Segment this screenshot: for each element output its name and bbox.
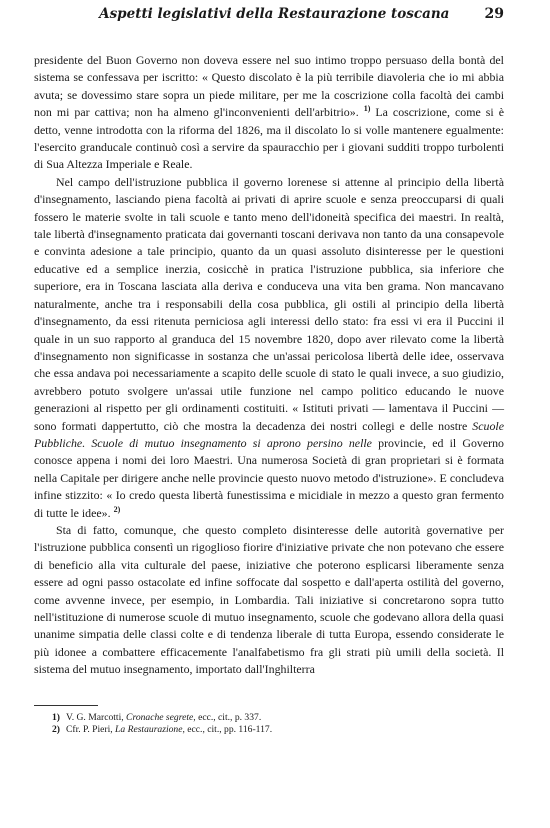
text-run: La coscrizione, come si è detto, venne introdotta con la riforma del 1826, ma il discolato lo si volle mantenere egualmente: l'esercito granducale continuò così a servire da spauracchio per i giovani sudditi troppo turbolenti di Sua Altezza Imperiale e Reale. xyxy=(34,105,505,172)
footnote xyxy=(52,712,504,725)
paragraph xyxy=(34,52,504,174)
paragraph xyxy=(34,174,504,522)
text-run: presidente del Buon Governo non doveva essere nel suo intimo troppo persuaso della bontà del sistema se confessava per iscritto: « Questo discolato è la più terribile diavoleria che io mi abbia avuta; se dovessimo stare sopra un piede militare, per me la coscrizione colla facoltà dei cambi non mi par cattiva; non ha almeno gl'inconvenienti dell'arbitrio». xyxy=(34,53,504,120)
footnote-title: Cronache segrete xyxy=(126,711,194,723)
footnote-divider xyxy=(34,705,98,706)
footnote-number: 2) xyxy=(52,724,60,736)
italic-text: Scuole Pubbliche. Scuole di mutuo insegnamento si aprono persino nelle xyxy=(34,418,504,450)
text-run: provincie, ed il Governo conosce appena i nomi dei loro Maestri. Una numerosa Società di gran proprietari si è formata nella Capitale per dirigere anche nelle provincie questo nuovo metodo d'istruzione». E concludeva infine stizzito: « Io credo questa libertà funestissima e micidiale in mezzo a questo gran fermento di tutte le idee». xyxy=(34,435,504,520)
footnote-text: V. G. Marcotti, xyxy=(66,711,127,723)
running-header xyxy=(34,6,504,40)
footnote-number: 1) xyxy=(52,711,60,723)
footnotes xyxy=(34,712,504,737)
footnote-reference: 1) xyxy=(363,104,371,114)
footnote-title: La Restaurazione xyxy=(115,724,183,736)
footnote xyxy=(52,724,504,737)
footnote-text: Cfr. P. Pieri, xyxy=(66,724,116,736)
text-run: Nel campo dell'istruzione pubblica il governo lorenese si attenne al principio della libertà d'insegnamento, lasciando piena facoltà ai privati di aprire scuole e senza preoccuparsi di quali fossero le materie svolte in tali scuole e tanto meno dell'idoneità specifica dei maestri. In realtà, tale libertà d'insegnamento praticata dai governanti toscani derivava non tanto da una consapevole e convinta adesione a tale principio, quanto da un quasi assoluto disinteresse per le questioni educative ed a semplice inerzia, cosicchè in pratica l'istruzione pubblica, sia inferiore che superiore, era in Toscana lasciata alla deriva e conduceva una vita ben grama. Non mancavano naturalmente, anche tra i responsabili della cosa pubblica, gli ostili al principio della libertà d'insegnamento, da essi ritenuta perniciosa agli interessi dello stato: fra essi vi era il Puccini il quale in un suo rapporto al granduca del 15 novembre 1820, dopo aver rilevato come la libertà d'insegnamento non significasse in sostanza che un'assai pericolosa libertà delle idee, osservava che essa andava poi necessariamente a scapito delle scuole di stato le quali invece, a suo giudizio, avrebbero potuto svolgere un'assai utile funzione nel campo politico educando le nuove generazioni al rispetto per gli ordinamenti costituiti. « Istituti privati — lamentava il Puccini — sono formati dappertutto, ciò che mostra la decadenza dei nostri collegi e delle nostre xyxy=(34,174,504,433)
footnote-reference: 2) xyxy=(113,504,121,514)
footnote-text: , ecc., cit., pp. 116-117. xyxy=(182,724,273,736)
page-number: 29 xyxy=(484,6,504,22)
text-run: Sta di fatto, comunque, che questo completo disinteresse delle autorità governative per l'istruzione pubblica consentì un rigoglioso fiorire d'iniziative private che non potevano che essere di beneficio alla vita culturale del paese, iniziative che poterono esplicarsi liberamente senza essere ad ogni passo ostacolate ed infine soffocate dal sospetto e dall'aperta ostilità del governo, come avvenne invece, per esempio, in Lombardia. Tali iniziative si concretarono sopra tutto nell'istituzione di numerose scuole di mutuo insegnamento, scuole che godevano allora della quasi unanime simpatia delle classi colte e di tendenza liberale di tutta Europa, essendo considerate le più idonee a combattere efficacemente l'analfabetismo fra gli strati più umili della società. Il sistema del mutuo insegnamento, importato dall'Inghilterra xyxy=(34,522,504,677)
body-text xyxy=(34,52,504,679)
running-title: Aspetti legislativi della Restaurazione toscana xyxy=(99,6,450,22)
paragraph xyxy=(34,522,504,679)
footnote-text: , ecc., cit., p. 337. xyxy=(193,711,262,723)
